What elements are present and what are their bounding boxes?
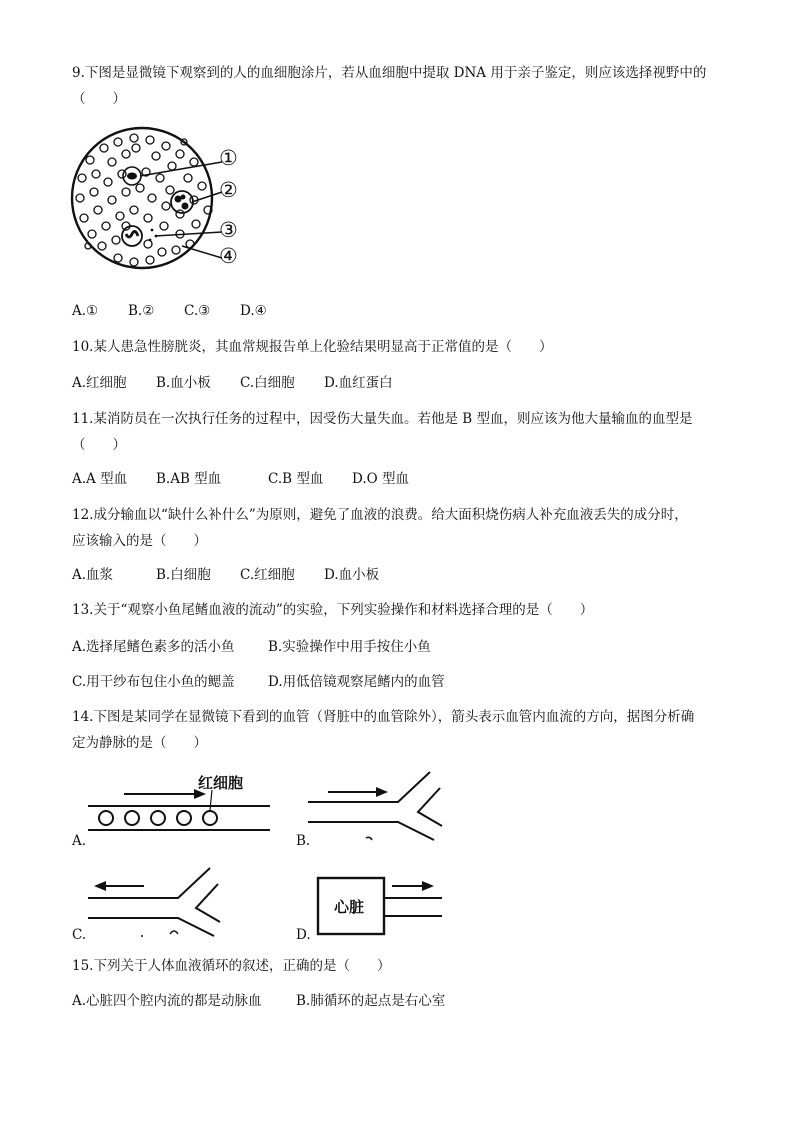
q10-option-d: D.血红蛋白 (324, 375, 393, 391)
label-2: ② (219, 178, 238, 202)
q9-stem-line1: 9.下图是显微镜下观察到的人的血细胞涂片，若从血细胞中提取 DNA 用于亲子鉴定，则应该选择视野中的 (72, 65, 707, 81)
q14-option-a: A. (72, 833, 87, 849)
label-3: ③ (219, 218, 238, 242)
q14-stem-line1: 14.下图是某同学在显微镜下看到的血管（肾脏中的血管除外），箭头表示血管内血流的方向，据图分析确 (72, 709, 695, 725)
q14-option-c: C. (72, 927, 87, 943)
q15-stem: 15.下列关于人体血液循环的叙述，正确的是（ ） (72, 958, 391, 974)
q10-option-c: C.白细胞 (240, 375, 295, 391)
q10-stem: 10.某人患急性膀胱炎，其血常规报告单上化验结果明显高于正常值的是（ ） (72, 339, 553, 355)
q12-option-d: D.血小板 (324, 567, 380, 583)
q9-option-c: C.③ (184, 303, 211, 319)
vessel-figure-a (84, 766, 274, 846)
q13-option-c: C.用干纱布包住小鱼的鳃盖 (72, 674, 235, 690)
q15-option-b: B.肺循环的起点是右心室 (296, 993, 446, 1009)
q11-option-b: B.AB 型血 (156, 471, 222, 487)
q10-option-b: B.血小板 (156, 375, 211, 391)
q11-option-a: A.A 型血 (72, 471, 128, 487)
q9-stem-line2: （ ） (72, 91, 126, 107)
label-1: ① (219, 146, 238, 170)
q12-option-a: A.血浆 (72, 567, 114, 583)
q11-option-d: D.O 型血 (352, 471, 409, 487)
q14-option-b: B. (296, 833, 311, 849)
q10-option-a: A.红细胞 (72, 375, 127, 391)
q11-stem-line1: 11.某消防员在一次执行任务的过程中，因受伤大量失血。若他是 B 型血，则应该为他大量输血的血型是 (72, 411, 693, 427)
q12-option-b: B.白细胞 (156, 567, 211, 583)
q9-option-a: A.① (72, 303, 99, 319)
q12-stem-line1: 12.成分输血以“缺什么补什么”为原则，避免了血液的浪费。给大面积烧伤病人补充血液丢失的成分时， (72, 507, 688, 523)
vessel-figure-b (304, 768, 449, 844)
heart-label: 心脏 (334, 898, 365, 916)
q13-option-d: D.用低倍镜观察尾鳍内的血管 (268, 674, 445, 690)
vessel-figure-c (84, 864, 229, 940)
q12-option-c: C.红细胞 (240, 567, 295, 583)
q11-option-c: C.B 型血 (268, 471, 324, 487)
q12-stem-line2: 应该输入的是（ ） (72, 533, 207, 549)
red-blood-cell-label: 红细胞 (198, 774, 244, 792)
q9-option-b: B.② (128, 303, 155, 319)
blood-smear-figure (70, 126, 270, 276)
q14-option-d: D. (296, 927, 311, 943)
q13-stem: 13.关于“观察小鱼尾鳍血液的流动”的实验，下列实验操作和材料选择合理的是（ ） (72, 602, 594, 618)
q9-option-d: D.④ (240, 303, 267, 319)
q11-stem-line2: （ ） (72, 437, 126, 453)
q13-option-a: A.选择尾鳍色素多的活小鱼 (72, 639, 235, 655)
q15-option-a: A.心脏四个腔内流的都是动脉血 (72, 993, 262, 1009)
q14-stem-line2: 定为静脉的是（ ） (72, 735, 207, 751)
q13-option-b: B.实验操作中用手按住小鱼 (268, 639, 431, 655)
label-4: ④ (219, 244, 238, 268)
